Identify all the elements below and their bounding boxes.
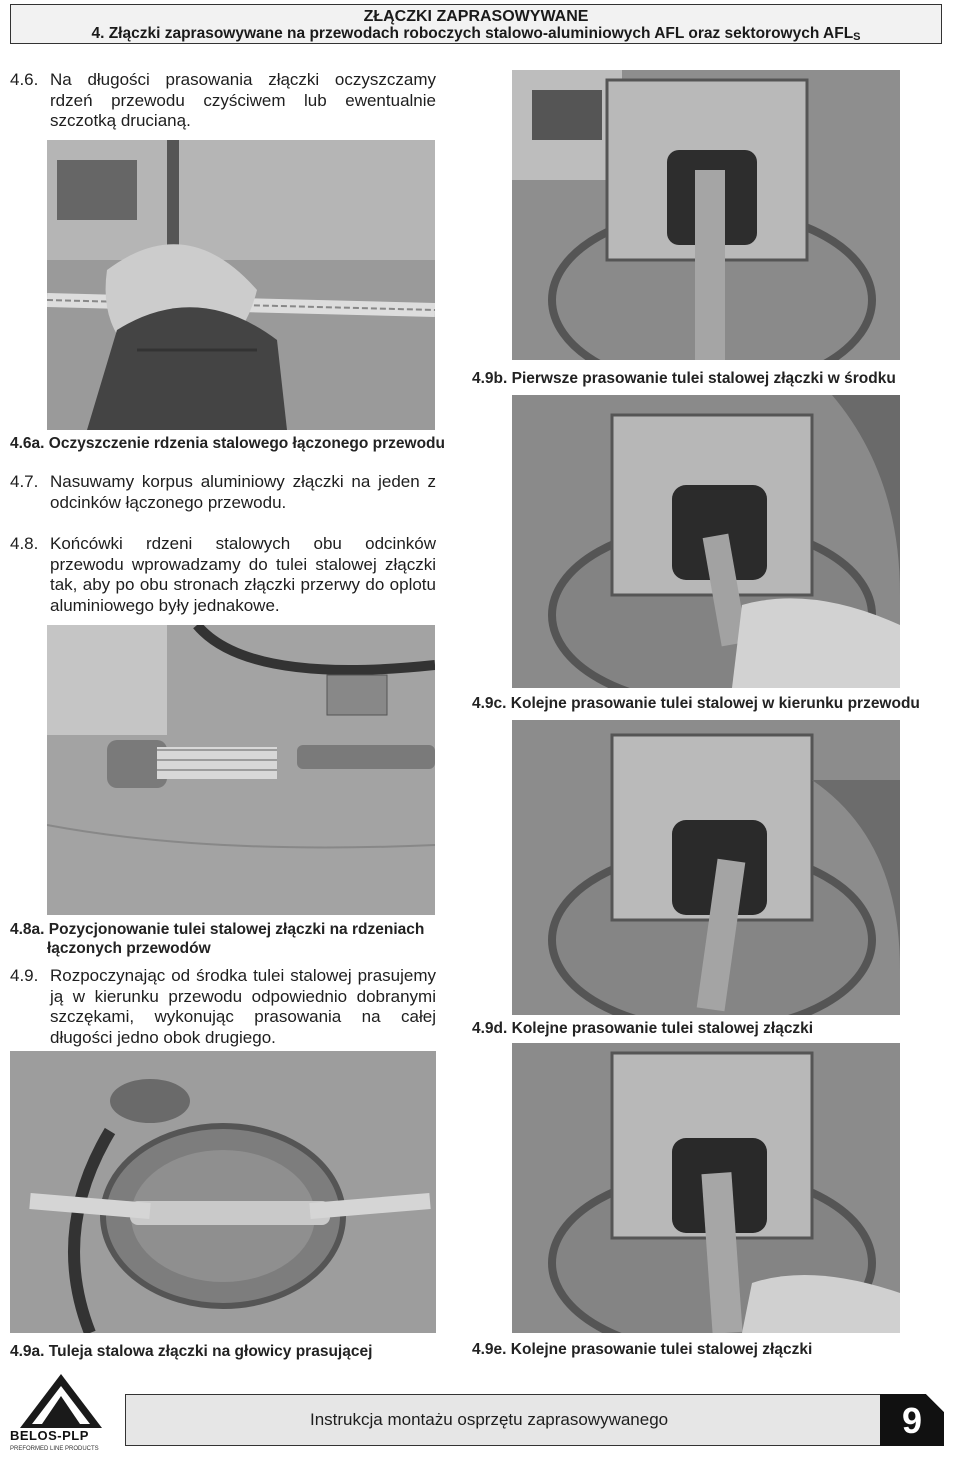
page-number: 9 (901, 1400, 923, 1441)
caption-4-9e: 4.9e. Kolejne prasowanie tulei stalowej złączki (472, 1341, 813, 1358)
caption-4-9c: 4.9c. Kolejne prasowanie tulei stalowej w kierunku przewodu (472, 695, 920, 712)
photo-cleaning-core (47, 140, 435, 430)
step-number: 4.9. (10, 966, 39, 985)
header-title: ZŁĄCZKI ZAPRASOWYWANE (363, 8, 589, 25)
logo-tagline: PREFORMED LINE PRODUCTS (10, 1446, 99, 1452)
caption-4-6a: 4.6a. Oczyszczenie rdzenia stalowego łączonego przewodu (10, 435, 445, 452)
step-text: Na długości prasowania złączki oczyszczamy rdzeń przewodu czyściwem lub ewentualnie szczotką drucianą. (50, 70, 436, 130)
caption-4-8a-line1: 4.8a. Pozycjonowanie tulei stalowej złączki na rdzeniach (10, 921, 425, 938)
step-4-7 (10, 472, 436, 514)
photo-first-pressing (512, 70, 900, 360)
footer-title: Instrukcja montażu osprzętu zaprasowywanego (310, 1410, 669, 1429)
photo-subsequent-pressing-d (512, 720, 900, 1015)
step-text: Rozpoczynając od środka tulei stalowej prasujemy ją w kierunku przewodu odpowiednio dobranymi szczękami, wykonując prasowania na całej długości jedno obok drugiego. (50, 966, 436, 1047)
caption-4-9a: 4.9a. Tuleja stalowa złączki na głowicy prasującej (10, 1343, 373, 1360)
caption-4-9b: 4.9b. Pierwsze prasowanie tulei stalowej złączki w środku (472, 370, 896, 387)
header-subtitle: 4. Złączki zaprasowywane na przewodach roboczych stalowo-aluminiowych AFL oraz sektorowych $AFL_S$ (91, 25, 861, 43)
step-text: Nasuwamy korpus aluminiowy złączki na jeden z odcinków łączonego przewodu. (50, 472, 436, 512)
caption-4-9d: 4.9d. Kolejne prasowanie tulei stalowej złączki (472, 1020, 814, 1037)
page-header (10, 4, 942, 44)
photo-sleeve-on-press-head (10, 1051, 436, 1333)
step-number: 4.8. (10, 534, 39, 553)
step-text: Końcówki rdzeni stalowych obu odcinków przewodu wprowadzamy do tulei stalowej złączki tak, aby po obu stronach złączki przerwy do oplotu aluminiowego były jednakowe. (50, 534, 436, 615)
company-logo (18, 1372, 104, 1430)
step-4-8 (10, 534, 436, 618)
photo-subsequent-pressing-e (512, 1043, 900, 1333)
photo-positioning-sleeve (47, 625, 435, 915)
step-number: 4.6. (10, 70, 39, 89)
caption-4-8a-line2: łączonych przewodów (47, 940, 211, 957)
photo-subsequent-pressing-toward-conductor (512, 395, 900, 688)
step-4-6 (10, 70, 436, 134)
header-subtitle-subscript: S (853, 31, 861, 43)
step-4-9 (10, 966, 436, 1050)
step-number: 4.7. (10, 472, 39, 491)
logo-name: BELOS-PLP (10, 1428, 89, 1443)
